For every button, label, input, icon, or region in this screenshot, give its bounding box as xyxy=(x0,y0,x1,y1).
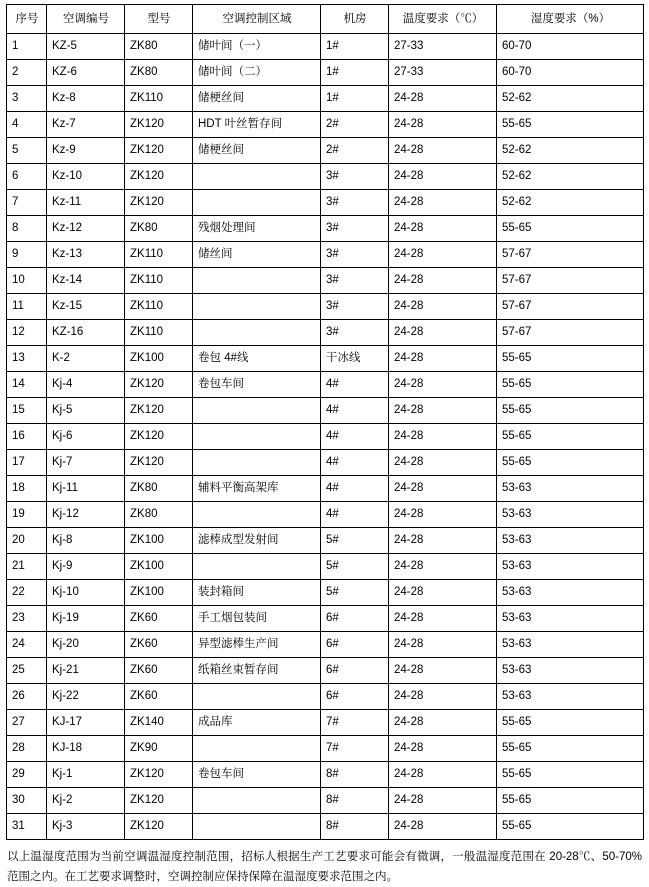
cell-code: Kj-5 xyxy=(47,398,125,424)
cell-temperature: 24-28 xyxy=(389,580,497,606)
cell-no: 7 xyxy=(7,190,47,216)
cell-room: 5# xyxy=(321,554,389,580)
cell-temperature: 24-28 xyxy=(389,242,497,268)
cell-no: 1 xyxy=(7,34,47,60)
cell-model: ZK60 xyxy=(125,684,193,710)
cell-temperature: 27-33 xyxy=(389,34,497,60)
cell-no: 27 xyxy=(7,710,47,736)
cell-temperature: 24-28 xyxy=(389,190,497,216)
cell-model: ZK120 xyxy=(125,398,193,424)
table-row xyxy=(7,112,644,138)
cell-area: 纸箱丝束暂存间 xyxy=(193,658,321,684)
cell-code: Kz-8 xyxy=(47,86,125,112)
cell-room: 4# xyxy=(321,372,389,398)
cell-model: ZK60 xyxy=(125,632,193,658)
cell-code: Kj-8 xyxy=(47,528,125,554)
cell-humidity: 60-70 xyxy=(497,60,644,86)
table-row xyxy=(7,528,644,554)
cell-code: Kj-3 xyxy=(47,814,125,840)
cell-model: ZK120 xyxy=(125,424,193,450)
table-row xyxy=(7,320,644,346)
cell-area xyxy=(193,320,321,346)
table-row xyxy=(7,580,644,606)
cell-temperature: 24-28 xyxy=(389,554,497,580)
cell-no: 19 xyxy=(7,502,47,528)
cell-code: KZ-16 xyxy=(47,320,125,346)
cell-code: Kz-14 xyxy=(47,268,125,294)
cell-model: ZK110 xyxy=(125,294,193,320)
cell-code: Kj-21 xyxy=(47,658,125,684)
cell-no: 18 xyxy=(7,476,47,502)
table-row xyxy=(7,60,644,86)
cell-area xyxy=(193,502,321,528)
cell-model: ZK110 xyxy=(125,320,193,346)
cell-humidity: 55-65 xyxy=(497,398,644,424)
cell-area xyxy=(193,294,321,320)
table-row xyxy=(7,632,644,658)
cell-code: Kj-11 xyxy=(47,476,125,502)
cell-no: 5 xyxy=(7,138,47,164)
cell-room: 1# xyxy=(321,60,389,86)
cell-area xyxy=(193,684,321,710)
cell-room: 3# xyxy=(321,216,389,242)
table-row xyxy=(7,398,644,424)
cell-humidity: 55-65 xyxy=(497,814,644,840)
cell-code: KZ-5 xyxy=(47,34,125,60)
table-row xyxy=(7,216,644,242)
cell-room: 6# xyxy=(321,632,389,658)
cell-area: 储叶间（一） xyxy=(193,34,321,60)
cell-temperature: 24-28 xyxy=(389,138,497,164)
cell-room: 6# xyxy=(321,606,389,632)
cell-code: Kj-19 xyxy=(47,606,125,632)
cell-humidity: 55-65 xyxy=(497,450,644,476)
cell-humidity: 60-70 xyxy=(497,34,644,60)
cell-temperature: 24-28 xyxy=(389,684,497,710)
column-header-code: 空调编号 xyxy=(47,5,125,34)
cell-area xyxy=(193,736,321,762)
cell-temperature: 24-28 xyxy=(389,164,497,190)
cell-temperature: 24-28 xyxy=(389,632,497,658)
cell-area: 储梗丝间 xyxy=(193,86,321,112)
cell-no: 20 xyxy=(7,528,47,554)
cell-humidity: 53-63 xyxy=(497,606,644,632)
cell-temperature: 24-28 xyxy=(389,320,497,346)
cell-humidity: 55-65 xyxy=(497,216,644,242)
cell-humidity: 53-63 xyxy=(497,580,644,606)
table-header-row xyxy=(7,5,644,34)
cell-model: ZK120 xyxy=(125,762,193,788)
cell-humidity: 55-65 xyxy=(497,424,644,450)
column-header-room: 机房 xyxy=(321,5,389,34)
cell-humidity: 52-62 xyxy=(497,164,644,190)
cell-model: ZK100 xyxy=(125,528,193,554)
cell-temperature: 24-28 xyxy=(389,658,497,684)
cell-no: 30 xyxy=(7,788,47,814)
cell-temperature: 24-28 xyxy=(389,762,497,788)
cell-no: 25 xyxy=(7,658,47,684)
cell-model: ZK120 xyxy=(125,190,193,216)
cell-code: Kz-12 xyxy=(47,216,125,242)
cell-no: 8 xyxy=(7,216,47,242)
cell-model: ZK110 xyxy=(125,242,193,268)
cell-model: ZK80 xyxy=(125,60,193,86)
cell-humidity: 52-62 xyxy=(497,86,644,112)
cell-room: 1# xyxy=(321,86,389,112)
cell-model: ZK80 xyxy=(125,502,193,528)
table-row xyxy=(7,268,644,294)
cell-code: Kj-9 xyxy=(47,554,125,580)
table-row xyxy=(7,684,644,710)
cell-no: 31 xyxy=(7,814,47,840)
cell-area: 储叶间（二） xyxy=(193,60,321,86)
cell-area: 残烟处理间 xyxy=(193,216,321,242)
table-row xyxy=(7,138,644,164)
cell-no: 14 xyxy=(7,372,47,398)
cell-area: 卷包车间 xyxy=(193,762,321,788)
cell-model: ZK60 xyxy=(125,658,193,684)
cell-code: Kz-9 xyxy=(47,138,125,164)
cell-humidity: 57-67 xyxy=(497,242,644,268)
cell-area xyxy=(193,814,321,840)
cell-temperature: 24-28 xyxy=(389,86,497,112)
cell-model: ZK140 xyxy=(125,710,193,736)
cell-model: ZK120 xyxy=(125,138,193,164)
cell-area: 储丝间 xyxy=(193,242,321,268)
cell-temperature: 24-28 xyxy=(389,528,497,554)
cell-room: 3# xyxy=(321,320,389,346)
cell-area xyxy=(193,424,321,450)
cell-room: 6# xyxy=(321,684,389,710)
cell-humidity: 53-63 xyxy=(497,554,644,580)
table-row xyxy=(7,34,644,60)
table-row xyxy=(7,502,644,528)
cell-code: KJ-18 xyxy=(47,736,125,762)
cell-room: 5# xyxy=(321,528,389,554)
cell-no: 3 xyxy=(7,86,47,112)
table-row xyxy=(7,606,644,632)
cell-area: 储梗丝间 xyxy=(193,138,321,164)
cell-area: 异型滤棒生产间 xyxy=(193,632,321,658)
cell-temperature: 24-28 xyxy=(389,606,497,632)
table-row xyxy=(7,476,644,502)
cell-no: 12 xyxy=(7,320,47,346)
cell-area xyxy=(193,398,321,424)
cell-code: Kj-2 xyxy=(47,788,125,814)
table-row xyxy=(7,294,644,320)
table-row xyxy=(7,762,644,788)
cell-no: 16 xyxy=(7,424,47,450)
cell-model: ZK80 xyxy=(125,216,193,242)
cell-room: 干冰线 xyxy=(321,346,389,372)
note-text: 以上温湿度范围为当前空调温湿度控制范围，招标人根据生产工艺要求可能会有微调，一般温湿度范围在 20-28℃、50-70%范围之内。在工艺要求调整时，空调控制应保持保障在温湿度要求范围之内。 xyxy=(7,851,642,883)
column-header-no: 序号 xyxy=(7,5,47,34)
cell-model: ZK100 xyxy=(125,346,193,372)
cell-humidity: 57-67 xyxy=(497,294,644,320)
cell-area xyxy=(193,164,321,190)
table-row xyxy=(7,190,644,216)
cell-no: 21 xyxy=(7,554,47,580)
cell-area: HDT 叶丝暂存间 xyxy=(193,112,321,138)
cell-no: 13 xyxy=(7,346,47,372)
cell-model: ZK120 xyxy=(125,450,193,476)
cell-area xyxy=(193,788,321,814)
cell-humidity: 55-65 xyxy=(497,762,644,788)
cell-code: Kj-6 xyxy=(47,424,125,450)
cell-humidity: 52-62 xyxy=(497,138,644,164)
cell-area: 手工烟包装间 xyxy=(193,606,321,632)
cell-no: 10 xyxy=(7,268,47,294)
column-header-humidity: 湿度要求（%） xyxy=(497,5,644,34)
cell-room: 4# xyxy=(321,450,389,476)
cell-area: 滤棒成型发射间 xyxy=(193,528,321,554)
cell-no: 24 xyxy=(7,632,47,658)
cell-model: ZK80 xyxy=(125,476,193,502)
table-row xyxy=(7,424,644,450)
cell-room: 2# xyxy=(321,138,389,164)
cell-model: ZK110 xyxy=(125,86,193,112)
cell-model: ZK80 xyxy=(125,34,193,60)
cell-code: Kj-20 xyxy=(47,632,125,658)
cell-no: 4 xyxy=(7,112,47,138)
column-header-temperature: 温度要求（℃） xyxy=(389,5,497,34)
cell-temperature: 24-28 xyxy=(389,216,497,242)
cell-area: 辅料平衡高架库 xyxy=(193,476,321,502)
cell-temperature: 24-28 xyxy=(389,424,497,450)
cell-area: 装封箱间 xyxy=(193,580,321,606)
cell-area xyxy=(193,268,321,294)
cell-room: 3# xyxy=(321,164,389,190)
table-row xyxy=(7,372,644,398)
cell-model: ZK60 xyxy=(125,606,193,632)
cell-code: Kj-4 xyxy=(47,372,125,398)
cell-humidity: 52-62 xyxy=(497,190,644,216)
note-block xyxy=(6,847,643,887)
cell-temperature: 24-28 xyxy=(389,450,497,476)
cell-model: ZK120 xyxy=(125,814,193,840)
cell-room: 8# xyxy=(321,788,389,814)
cell-room: 1# xyxy=(321,34,389,60)
cell-model: ZK100 xyxy=(125,554,193,580)
cell-temperature: 24-28 xyxy=(389,112,497,138)
cell-no: 15 xyxy=(7,398,47,424)
cell-model: ZK100 xyxy=(125,580,193,606)
cell-code: K-2 xyxy=(47,346,125,372)
cell-code: Kj-1 xyxy=(47,762,125,788)
cell-room: 2# xyxy=(321,112,389,138)
column-header-area: 空调控制区域 xyxy=(193,5,321,34)
cell-room: 4# xyxy=(321,476,389,502)
cell-temperature: 24-28 xyxy=(389,814,497,840)
cell-model: ZK110 xyxy=(125,268,193,294)
cell-code: KZ-6 xyxy=(47,60,125,86)
cell-model: ZK120 xyxy=(125,788,193,814)
cell-no: 29 xyxy=(7,762,47,788)
cell-model: ZK120 xyxy=(125,164,193,190)
cell-code: Kj-10 xyxy=(47,580,125,606)
cell-area: 成品库 xyxy=(193,710,321,736)
cell-temperature: 24-28 xyxy=(389,346,497,372)
table-row xyxy=(7,164,644,190)
table-row xyxy=(7,554,644,580)
cell-temperature: 24-28 xyxy=(389,268,497,294)
cell-temperature: 24-28 xyxy=(389,788,497,814)
cell-room: 4# xyxy=(321,398,389,424)
table-row xyxy=(7,710,644,736)
cell-room: 7# xyxy=(321,736,389,762)
cell-humidity: 53-63 xyxy=(497,528,644,554)
cell-model: ZK120 xyxy=(125,372,193,398)
cell-humidity: 55-65 xyxy=(497,346,644,372)
cell-area xyxy=(193,450,321,476)
cell-humidity: 53-63 xyxy=(497,476,644,502)
cell-no: 23 xyxy=(7,606,47,632)
cell-humidity: 53-63 xyxy=(497,658,644,684)
cell-temperature: 24-28 xyxy=(389,476,497,502)
cell-humidity: 55-65 xyxy=(497,736,644,762)
table-row xyxy=(7,86,644,112)
cell-humidity: 55-65 xyxy=(497,788,644,814)
table-row xyxy=(7,242,644,268)
table-row xyxy=(7,658,644,684)
table-body xyxy=(7,34,644,840)
cell-area xyxy=(193,554,321,580)
cell-code: Kz-15 xyxy=(47,294,125,320)
cell-no: 6 xyxy=(7,164,47,190)
table-row xyxy=(7,736,644,762)
cell-humidity: 55-65 xyxy=(497,710,644,736)
cell-code: Kz-10 xyxy=(47,164,125,190)
cell-room: 4# xyxy=(321,502,389,528)
cell-room: 8# xyxy=(321,814,389,840)
cell-room: 7# xyxy=(321,710,389,736)
cell-model: ZK120 xyxy=(125,112,193,138)
table-row xyxy=(7,450,644,476)
table-row xyxy=(7,814,644,840)
cell-room: 4# xyxy=(321,424,389,450)
cell-code: Kz-11 xyxy=(47,190,125,216)
cell-room: 3# xyxy=(321,294,389,320)
cell-area: 卷包 4#线 xyxy=(193,346,321,372)
cell-temperature: 24-28 xyxy=(389,398,497,424)
cell-code: KJ-17 xyxy=(47,710,125,736)
cell-model: ZK90 xyxy=(125,736,193,762)
cell-humidity: 53-63 xyxy=(497,502,644,528)
cell-temperature: 27-33 xyxy=(389,60,497,86)
cell-temperature: 24-28 xyxy=(389,502,497,528)
cell-code: Kj-7 xyxy=(47,450,125,476)
cell-room: 3# xyxy=(321,190,389,216)
cell-no: 11 xyxy=(7,294,47,320)
cell-no: 28 xyxy=(7,736,47,762)
cell-temperature: 24-28 xyxy=(389,294,497,320)
cell-humidity: 55-65 xyxy=(497,372,644,398)
cell-temperature: 24-28 xyxy=(389,736,497,762)
cell-humidity: 53-63 xyxy=(497,632,644,658)
cell-room: 3# xyxy=(321,268,389,294)
table-header xyxy=(7,5,644,34)
cell-area xyxy=(193,190,321,216)
cell-humidity: 55-65 xyxy=(497,112,644,138)
cell-no: 17 xyxy=(7,450,47,476)
cell-room: 3# xyxy=(321,242,389,268)
air-conditioner-spec-table xyxy=(6,4,644,840)
cell-humidity: 57-67 xyxy=(497,320,644,346)
cell-temperature: 24-28 xyxy=(389,710,497,736)
table-row xyxy=(7,788,644,814)
cell-humidity: 57-67 xyxy=(497,268,644,294)
cell-code: Kz-13 xyxy=(47,242,125,268)
cell-room: 6# xyxy=(321,658,389,684)
cell-code: Kz-7 xyxy=(47,112,125,138)
cell-code: Kj-12 xyxy=(47,502,125,528)
cell-no: 22 xyxy=(7,580,47,606)
cell-room: 5# xyxy=(321,580,389,606)
cell-code: Kj-22 xyxy=(47,684,125,710)
table-row xyxy=(7,346,644,372)
cell-no: 2 xyxy=(7,60,47,86)
cell-humidity: 53-63 xyxy=(497,684,644,710)
cell-area: 卷包车间 xyxy=(193,372,321,398)
cell-no: 9 xyxy=(7,242,47,268)
column-header-model: 型号 xyxy=(125,5,193,34)
cell-room: 8# xyxy=(321,762,389,788)
cell-no: 26 xyxy=(7,684,47,710)
cell-temperature: 24-28 xyxy=(389,372,497,398)
